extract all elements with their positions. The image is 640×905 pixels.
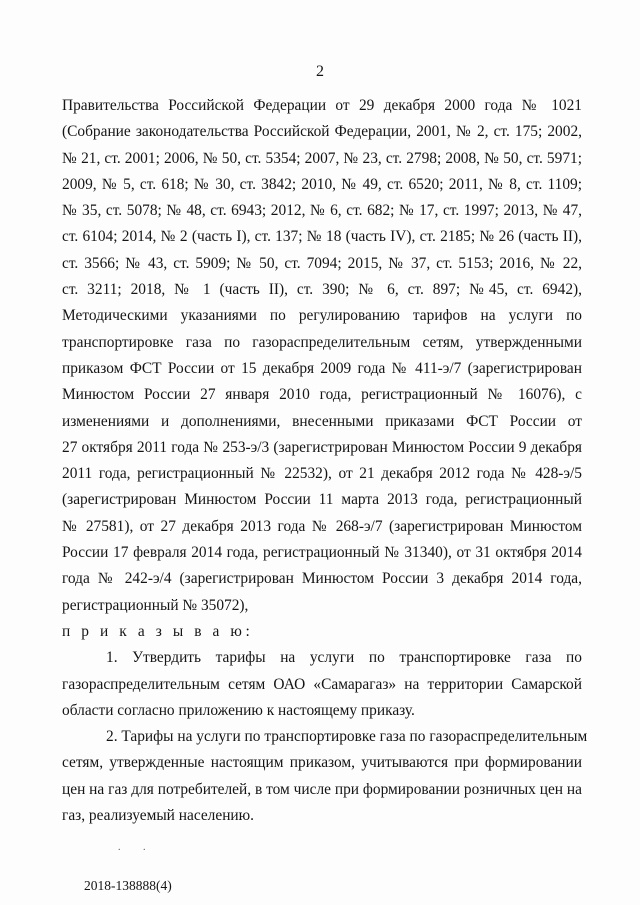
text-line: Правительства Российской Федерации от 29 декабря 2000 года № 1021 (62, 97, 582, 114)
text-line: сетям, утвержденные настоящим приказом, учитываются при формировании (62, 754, 582, 772)
text-line: № 27581), от 27 декабря 2013 года № 268-э/7 (зарегистрирован Минюстом (62, 517, 582, 535)
order-item-1 (62, 645, 582, 724)
text-line: Минюстом России 27 января 2010 года, регистрационный № 16076), с (62, 386, 582, 404)
text-line: года № 242-э/4 (зарегистрирован Минюстом России 3 декабря 2014 года, (62, 570, 582, 588)
legal-basis-paragraph (62, 93, 582, 619)
text-line: 2. Тарифы на услуги по транспортировке газа по газораспределительным (106, 728, 588, 746)
text-line: газ, реализуемый населению. (62, 807, 255, 825)
text-line: ст. 3566; № 43, ст. 5909; № 50, ст. 7094; 2015, № 37, ст. 5153; 2016, № 22, (62, 254, 582, 272)
document-code: 2018-138888(4) (84, 878, 172, 893)
text-line: газораспределительным сетям ОАО «Самарагаз» на территории Самарской (62, 675, 582, 693)
order-keyword: п р и к а з ы в а ю: (62, 622, 254, 640)
text-line: цен на газ для потребителей, в том числе при формировании розничных цен на (62, 780, 582, 798)
text-line: 2011 года, регистрационный № 22532), от 21 декабря 2012 года № 428-э/5 (62, 465, 582, 483)
text-line: 1. Утвердить тарифы на услуги по транспортировке газа по (106, 649, 582, 667)
page-number: 2 (316, 63, 324, 80)
text-line: (зарегистрирован Минюстом России 11 марта 2013 года, регистрационный (62, 491, 582, 509)
text-line: № 21, ст. 2001; 2006, № 50, ст. 5354; 2007, № 23, ст. 2798; 2008, № 50, ст. 5971; (62, 149, 582, 167)
document-body (62, 93, 588, 829)
order-item-2 (62, 724, 588, 829)
text-line: приказом ФСТ России от 15 декабря 2009 года № 411-э/7 (зарегистрирован (62, 359, 582, 377)
text-line: № 35, ст. 5078; № 48, ст. 6943; 2012, № 6, ст. 682; № 17, ст. 1997; 2013, № 47, (62, 202, 582, 220)
text-line: 2009, № 5, ст. 618; № 30, ст. 3842; 2010, № 49, ст. 6520; 2011, № 8, ст. 1109; (62, 175, 582, 193)
text-line: 27 октября 2011 года № 253-э/3 (зарегистрирован Минюстом России 9 декабря (62, 438, 582, 456)
text-line: (Собрание законодательства Российской Федерации, 2001, № 2, ст. 175; 2002, (62, 123, 582, 141)
text-line: области согласно приложению к настоящему приказу. (62, 701, 415, 719)
text-line: изменениями и дополнениями, внесенными приказами ФСТ России от (62, 412, 582, 430)
text-line: транспортировке газа по газораспределительным сетям, утвержденными (62, 333, 582, 351)
text-line: России 17 февраля 2014 года, регистрационный № 31340), от 31 октября 2014 (62, 544, 582, 562)
text-line: ст. 6104; 2014, № 2 (часть I), ст. 137; № 18 (часть IV), ст. 2185; № 26 (часть II), (62, 228, 582, 246)
text-line: ст. 3211; 2018, № 1 (часть II), ст. 390; № 6, ст. 897; №45, ст. 6942), (62, 281, 582, 299)
scan-dots: . . (118, 842, 156, 853)
text-line: Методическими указаниями по регулированию тарифов на услуги по (62, 307, 582, 325)
text-line: регистрационный № 35072), (62, 596, 249, 614)
